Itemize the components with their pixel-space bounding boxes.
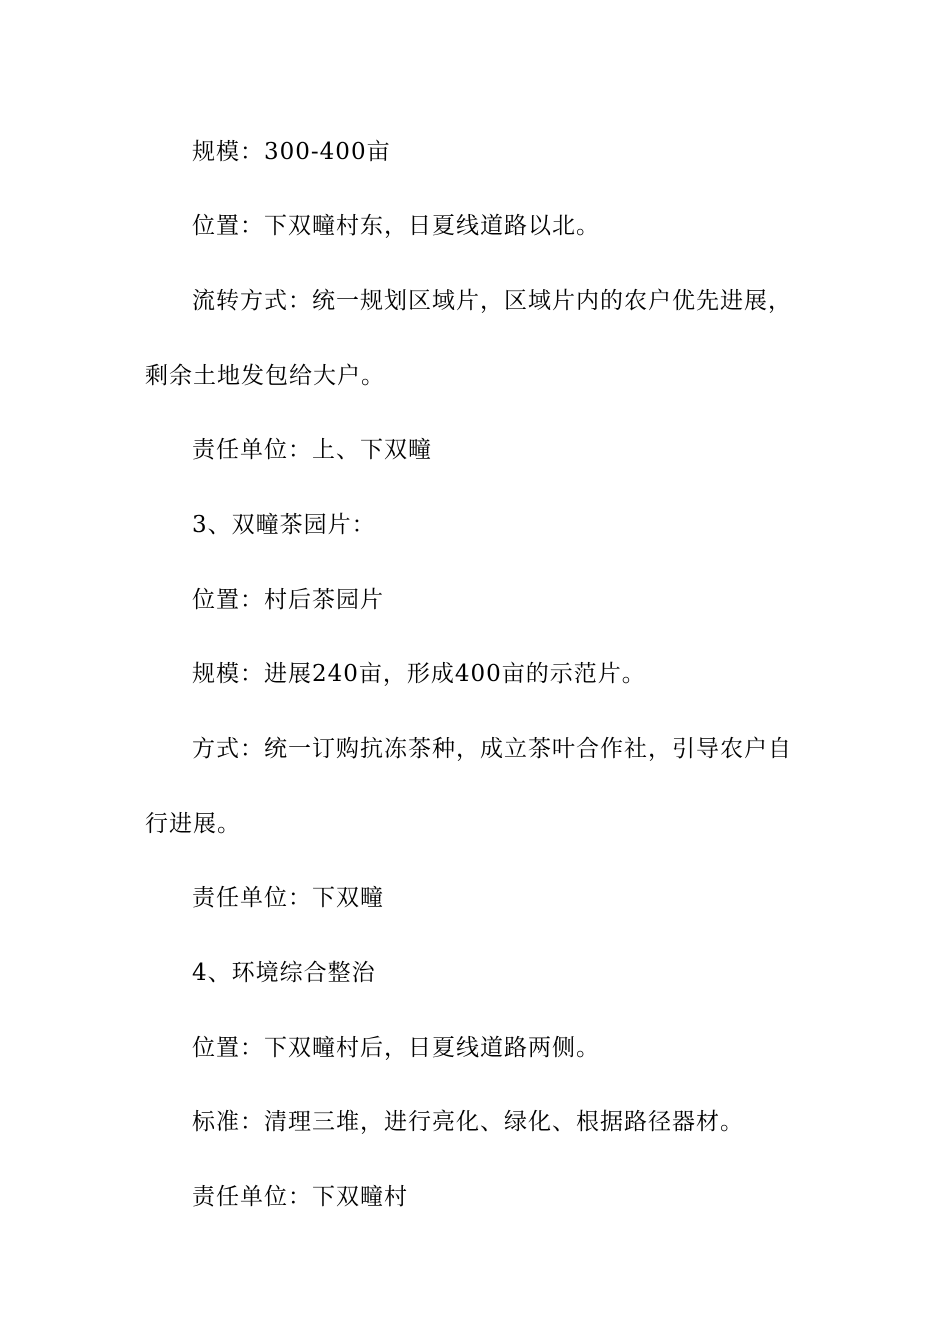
responsible-unit-line: 责任单位：上、下双疃 <box>192 437 432 463</box>
env-responsible-unit-line: 责任单位：下双疃村 <box>192 1184 408 1210</box>
tea-scale-line: 规模：进展240亩，形成400亩的示范片。 <box>192 661 646 687</box>
scale-line: 规模：300-400亩 <box>192 139 391 165</box>
transfer-method-continuation: 剩余土地发包给大户。 <box>145 363 385 389</box>
section-heading-tea-garden: 3、双疃茶园片： <box>192 512 376 538</box>
env-location-line: 位置：下双疃村后，日夏线道路两侧。 <box>192 1035 600 1061</box>
transfer-method-line: 流转方式：统一规划区域片，区域片内的农户优先进展， <box>192 288 792 314</box>
tea-method-continuation: 行进展。 <box>145 811 241 837</box>
tea-responsible-unit-line: 责任单位：下双疃 <box>192 885 384 911</box>
location-line: 位置：下双疃村东，日夏线道路以北。 <box>192 213 600 239</box>
tea-location-line: 位置：村后茶园片 <box>192 587 384 613</box>
tea-method-line: 方式：统一订购抗冻茶种，成立茶叶合作社，引导农户自 <box>192 736 792 762</box>
env-standard-line: 标准：清理三堆，进行亮化、绿化、根据路径器材。 <box>192 1109 744 1135</box>
section-heading-environment: 4、环境综合整治 <box>192 960 376 986</box>
